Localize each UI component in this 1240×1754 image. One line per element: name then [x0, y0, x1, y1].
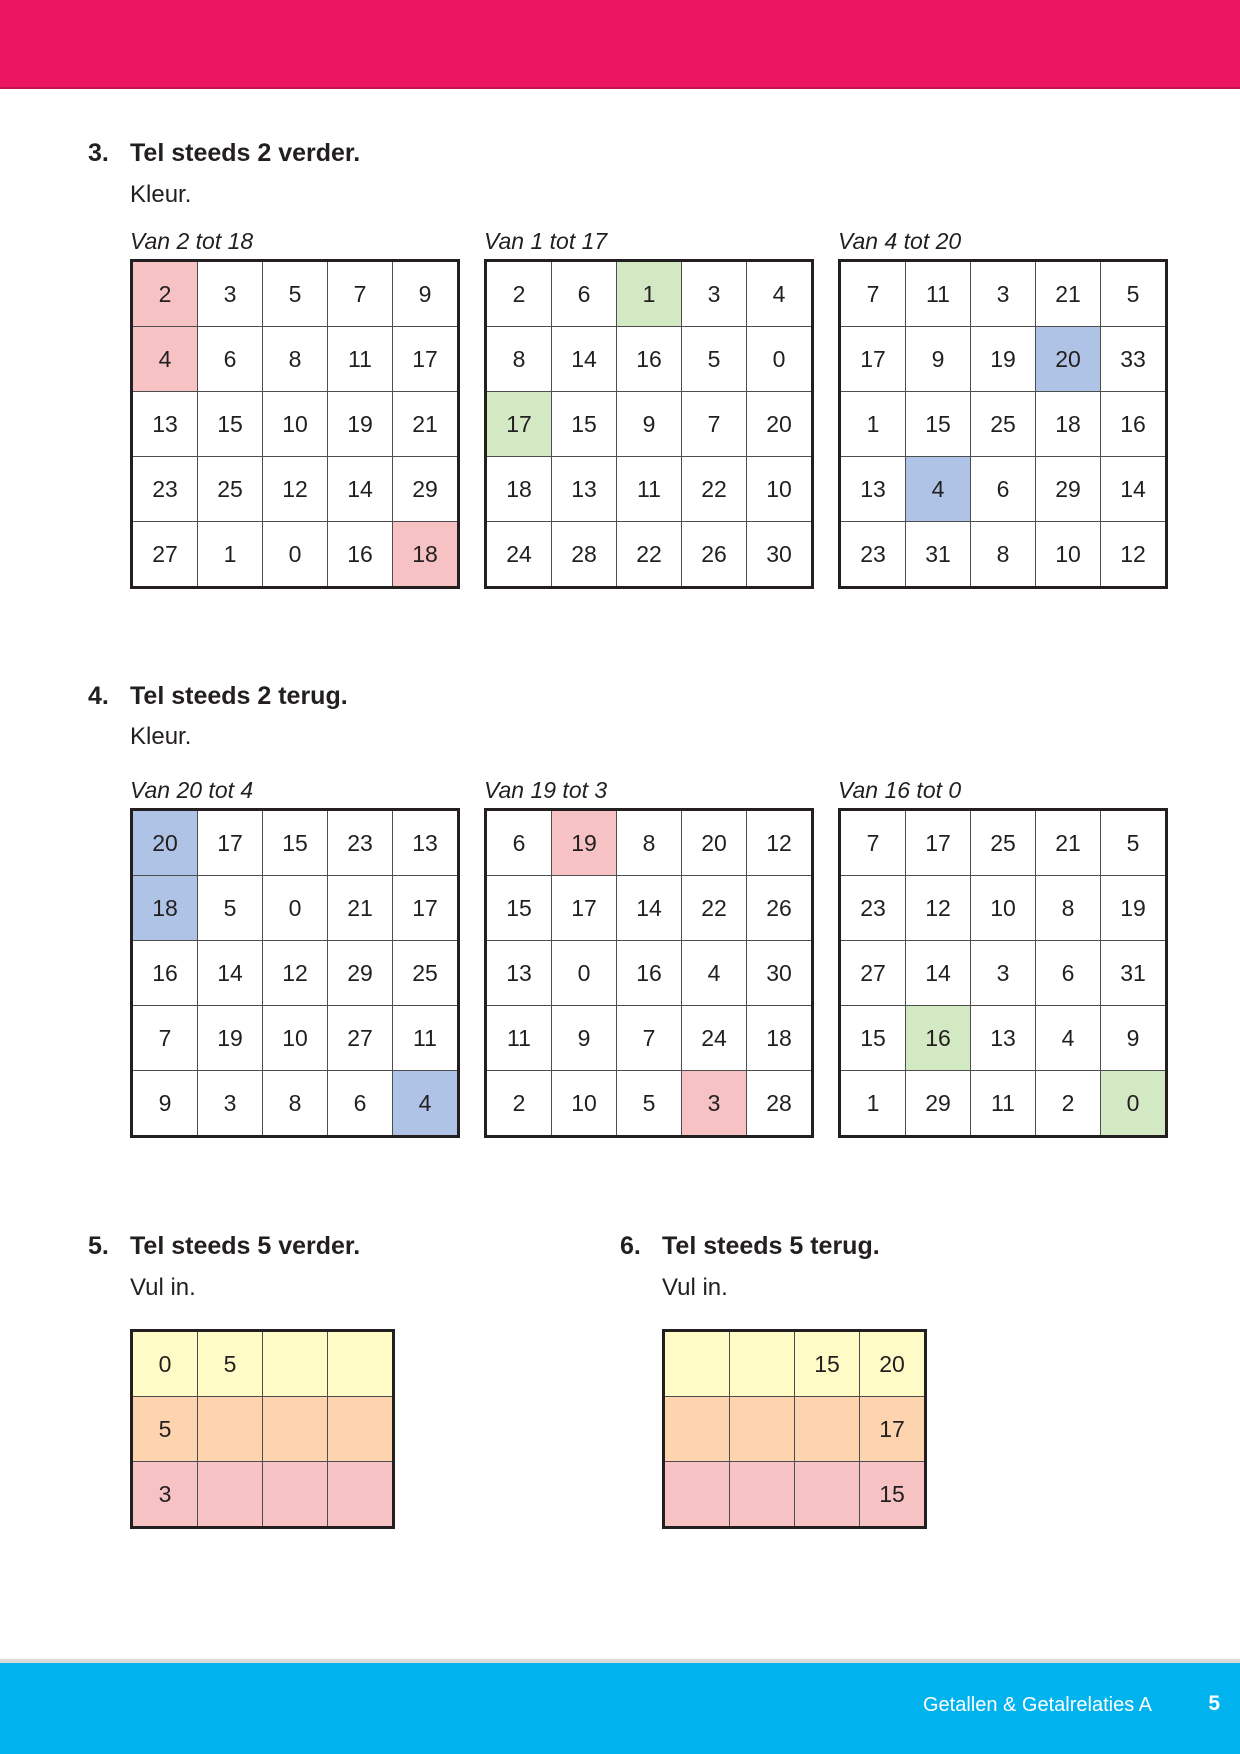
grid-cell[interactable]: 14: [1101, 457, 1167, 522]
grid-cell[interactable]: 33: [1101, 327, 1167, 392]
grid-cell[interactable]: 17: [393, 876, 459, 941]
grid-cell[interactable]: 17: [552, 876, 617, 941]
grid-4b-title: Van 19 tot 3: [484, 777, 608, 803]
grid-row: [840, 261, 1167, 327]
grid-cell[interactable]: 18: [132, 876, 198, 941]
grid-cell[interactable]: 9: [1101, 1006, 1167, 1071]
grid-cell[interactable]: 21: [1036, 810, 1101, 876]
grid-cell[interactable]: 7: [682, 392, 747, 457]
grid-cell[interactable]: 29: [906, 1071, 971, 1137]
grid-cell[interactable]: 26: [682, 522, 747, 588]
grid-cell[interactable]: 14: [617, 876, 682, 941]
grid-cell[interactable]: 0: [1101, 1071, 1167, 1137]
grid-row: [840, 941, 1167, 1006]
fill-in-grid-6: [662, 1329, 927, 1529]
grid-cell[interactable]: 23: [132, 457, 198, 522]
grid-cell[interactable]: 15: [486, 876, 552, 941]
grid-row: [486, 261, 813, 327]
grid-row: [486, 876, 813, 941]
grid-cell[interactable]: 0: [747, 327, 813, 392]
grid-cell[interactable]: 2: [486, 261, 552, 327]
grid-row: [486, 327, 813, 392]
grid-cell[interactable]: 20: [747, 392, 813, 457]
grid-cell[interactable]: 20: [682, 810, 747, 876]
grid-cell[interactable]: 10: [263, 1006, 328, 1071]
grid-cell[interactable]: 29: [393, 457, 459, 522]
grid-cell[interactable]: 31: [1101, 941, 1167, 1006]
grid-cell[interactable]: 14: [198, 941, 263, 1006]
given-cell: 15: [860, 1462, 926, 1528]
answer-cell[interactable]: [795, 1462, 860, 1528]
grid-cell[interactable]: 12: [1101, 522, 1167, 588]
fill-grid-row: [132, 1462, 394, 1528]
grid-cell[interactable]: 11: [906, 261, 971, 327]
exercise-3-title: Tel steeds 2 verder.: [130, 139, 361, 167]
grid-cell[interactable]: 9: [132, 1071, 198, 1137]
grid-cell[interactable]: 16: [328, 522, 393, 588]
grid-cell[interactable]: 1: [198, 522, 263, 588]
number-grid-3c: [838, 259, 1168, 589]
grid-cell[interactable]: 18: [393, 522, 459, 588]
answer-cell[interactable]: [664, 1397, 730, 1462]
grid-cell[interactable]: 6: [198, 327, 263, 392]
grid-cell[interactable]: 21: [1036, 261, 1101, 327]
grid-cell[interactable]: 6: [971, 457, 1036, 522]
answer-cell[interactable]: [664, 1462, 730, 1528]
grid-cell[interactable]: 6: [552, 261, 617, 327]
grid-row: [486, 1006, 813, 1071]
grid-cell[interactable]: 22: [617, 522, 682, 588]
grid-cell[interactable]: 19: [1101, 876, 1167, 941]
answer-cell[interactable]: [730, 1462, 795, 1528]
grid-cell[interactable]: 0: [263, 876, 328, 941]
answer-cell[interactable]: [795, 1397, 860, 1462]
grid-row: [840, 327, 1167, 392]
grid-cell[interactable]: 4: [1036, 1006, 1101, 1071]
grid-cell[interactable]: 16: [1101, 392, 1167, 457]
number-grid-4c: [838, 808, 1168, 1138]
answer-cell[interactable]: [263, 1462, 328, 1528]
grid-cell[interactable]: 1: [840, 392, 906, 457]
grid-cell[interactable]: 24: [682, 1006, 747, 1071]
grid-cell[interactable]: 25: [971, 810, 1036, 876]
grid-cell[interactable]: 11: [971, 1071, 1036, 1137]
grid-cell[interactable]: 9: [393, 261, 459, 327]
grid-row: [840, 522, 1167, 588]
grid-cell[interactable]: 9: [552, 1006, 617, 1071]
grid-cell[interactable]: 20: [1036, 327, 1101, 392]
answer-cell[interactable]: [198, 1397, 263, 1462]
grid-cell[interactable]: 17: [840, 327, 906, 392]
grid-cell[interactable]: 21: [328, 876, 393, 941]
grid-cell[interactable]: 30: [747, 941, 813, 1006]
grid-cell[interactable]: 3: [198, 261, 263, 327]
header-bar: [0, 0, 1240, 89]
given-cell: 5: [132, 1397, 198, 1462]
grid-cell[interactable]: 27: [840, 941, 906, 1006]
grid-cell[interactable]: 8: [1036, 876, 1101, 941]
answer-cell[interactable]: [730, 1397, 795, 1462]
grid-row: [486, 810, 813, 876]
grid-row: [840, 1071, 1167, 1137]
grid-cell[interactable]: 16: [906, 1006, 971, 1071]
grid-cell[interactable]: 27: [328, 1006, 393, 1071]
grid-cell[interactable]: 11: [393, 1006, 459, 1071]
grid-cell[interactable]: 27: [132, 522, 198, 588]
grid-cell[interactable]: 17: [906, 810, 971, 876]
grid-cell[interactable]: 13: [393, 810, 459, 876]
grid-cell[interactable]: 1: [840, 1071, 906, 1137]
given-cell: 0: [132, 1331, 198, 1397]
grid-row: [132, 522, 459, 588]
grid-cell[interactable]: 30: [747, 522, 813, 588]
given-cell: 5: [198, 1331, 263, 1397]
grid-row: [840, 392, 1167, 457]
grid-cell[interactable]: 9: [617, 392, 682, 457]
given-cell: 15: [795, 1331, 860, 1397]
answer-cell[interactable]: [664, 1331, 730, 1397]
grid-cell[interactable]: 4: [393, 1071, 459, 1137]
grid-cell[interactable]: 1: [617, 261, 682, 327]
fill-grid-row: [664, 1462, 926, 1528]
grid-row: [132, 392, 459, 457]
grid-cell[interactable]: 8: [263, 327, 328, 392]
grid-row: [132, 876, 459, 941]
grid-cell[interactable]: 16: [617, 327, 682, 392]
grid-cell[interactable]: 5: [263, 261, 328, 327]
answer-cell[interactable]: [328, 1331, 394, 1397]
exercise-4-number: 4.: [88, 682, 109, 710]
grid-row: [840, 457, 1167, 522]
given-cell: 20: [860, 1331, 926, 1397]
exercise-6-title: Tel steeds 5 terug.: [662, 1232, 880, 1260]
grid-cell[interactable]: 15: [263, 810, 328, 876]
number-grid-4b: [484, 808, 814, 1138]
grid-3c-title: Van 4 tot 20: [838, 228, 962, 254]
grid-cell[interactable]: 12: [263, 457, 328, 522]
fill-grid-row: [132, 1331, 394, 1397]
grid-cell[interactable]: 3: [971, 941, 1036, 1006]
grid-cell[interactable]: 13: [840, 457, 906, 522]
grid-cell[interactable]: 18: [747, 1006, 813, 1071]
number-grid-3b: [484, 259, 814, 589]
grid-cell[interactable]: 3: [682, 261, 747, 327]
grid-cell[interactable]: 4: [747, 261, 813, 327]
grid-cell[interactable]: 24: [486, 522, 552, 588]
grid-cell[interactable]: 13: [971, 1006, 1036, 1071]
exercise-4-title: Tel steeds 2 terug.: [130, 682, 348, 710]
grid-cell[interactable]: 3: [971, 261, 1036, 327]
grid-row: [486, 941, 813, 1006]
grid-cell[interactable]: 5: [198, 876, 263, 941]
grid-cell[interactable]: 15: [198, 392, 263, 457]
grid-row: [486, 457, 813, 522]
grid-row: [132, 1071, 459, 1137]
grid-cell[interactable]: 12: [747, 810, 813, 876]
grid-cell[interactable]: 29: [1036, 457, 1101, 522]
grid-cell[interactable]: 12: [263, 941, 328, 1006]
grid-cell[interactable]: 23: [328, 810, 393, 876]
grid-cell[interactable]: 6: [328, 1071, 393, 1137]
grid-cell[interactable]: 23: [840, 876, 906, 941]
grid-row: [132, 941, 459, 1006]
grid-cell[interactable]: 28: [747, 1071, 813, 1137]
grid-cell[interactable]: 0: [552, 941, 617, 1006]
fill-in-grid-5: [130, 1329, 395, 1529]
grid-4c-title: Van 16 tot 0: [838, 777, 962, 803]
grid-cell[interactable]: 2: [132, 261, 198, 327]
grid-cell[interactable]: 22: [682, 876, 747, 941]
exercise-5-number: 5.: [88, 1232, 109, 1260]
grid-cell[interactable]: 21: [393, 392, 459, 457]
grid-cell[interactable]: 25: [198, 457, 263, 522]
grid-cell[interactable]: 14: [552, 327, 617, 392]
grid-cell[interactable]: 7: [617, 1006, 682, 1071]
grid-cell[interactable]: 4: [132, 327, 198, 392]
grid-cell[interactable]: 7: [132, 1006, 198, 1071]
grid-cell[interactable]: 25: [393, 941, 459, 1006]
grid-cell[interactable]: 17: [198, 810, 263, 876]
grid-row: [840, 876, 1167, 941]
grid-cell[interactable]: 15: [840, 1006, 906, 1071]
grid-cell[interactable]: 11: [617, 457, 682, 522]
grid-cell[interactable]: 18: [1036, 392, 1101, 457]
grid-row: [132, 261, 459, 327]
grid-cell[interactable]: 0: [263, 522, 328, 588]
grid-cell[interactable]: 8: [486, 327, 552, 392]
grid-row: [486, 392, 813, 457]
grid-cell[interactable]: 7: [840, 810, 906, 876]
given-cell: 3: [132, 1462, 198, 1528]
grid-cell[interactable]: 25: [971, 392, 1036, 457]
number-grid-3a: [130, 259, 460, 589]
grid-cell[interactable]: 11: [328, 327, 393, 392]
answer-cell[interactable]: [730, 1331, 795, 1397]
grid-cell[interactable]: 15: [906, 392, 971, 457]
grid-cell[interactable]: 2: [486, 1071, 552, 1137]
grid-cell[interactable]: 8: [617, 810, 682, 876]
grid-cell[interactable]: 5: [682, 327, 747, 392]
grid-cell[interactable]: 22: [682, 457, 747, 522]
grid-cell[interactable]: 4: [682, 941, 747, 1006]
grid-cell[interactable]: 17: [486, 392, 552, 457]
grid-4a-title: Van 20 tot 4: [130, 777, 254, 803]
grid-cell[interactable]: 10: [971, 876, 1036, 941]
grid-cell[interactable]: 31: [906, 522, 971, 588]
grid-cell[interactable]: 16: [617, 941, 682, 1006]
grid-cell[interactable]: 5: [1101, 261, 1167, 327]
grid-cell[interactable]: 14: [906, 941, 971, 1006]
grid-cell[interactable]: 7: [328, 261, 393, 327]
fill-grid-row: [664, 1397, 926, 1462]
grid-cell[interactable]: 11: [486, 1006, 552, 1071]
grid-cell[interactable]: 14: [328, 457, 393, 522]
answer-cell[interactable]: [328, 1462, 394, 1528]
grid-cell[interactable]: 4: [906, 457, 971, 522]
grid-cell[interactable]: 5: [1101, 810, 1167, 876]
exercise-6-number: 6.: [620, 1232, 641, 1260]
grid-cell[interactable]: 28: [552, 522, 617, 588]
exercise-5-title: Tel steeds 5 verder.: [130, 1232, 361, 1260]
grid-cell[interactable]: 9: [906, 327, 971, 392]
grid-cell[interactable]: 6: [486, 810, 552, 876]
grid-cell[interactable]: 17: [393, 327, 459, 392]
grid-cell[interactable]: 3: [198, 1071, 263, 1137]
grid-3a-title: Van 2 tot 18: [130, 228, 254, 254]
grid-cell[interactable]: 18: [486, 457, 552, 522]
grid-row: [840, 1006, 1167, 1071]
grid-cell[interactable]: 23: [840, 522, 906, 588]
grid-cell[interactable]: 10: [747, 457, 813, 522]
grid-cell[interactable]: 13: [132, 392, 198, 457]
grid-row: [486, 1071, 813, 1137]
grid-cell[interactable]: 15: [552, 392, 617, 457]
exercise-4-instruction: Kleur.: [130, 723, 192, 750]
grid-3b-title: Van 1 tot 17: [484, 228, 608, 254]
page-number: 5: [1208, 1692, 1220, 1715]
exercise-3-number: 3.: [88, 139, 109, 167]
exercise-3-instruction: Kleur.: [130, 181, 192, 208]
exercise-5-instruction: Vul in.: [130, 1274, 196, 1301]
number-grid-4a: [130, 808, 460, 1138]
answer-cell[interactable]: [263, 1331, 328, 1397]
grid-cell[interactable]: 12: [906, 876, 971, 941]
grid-cell[interactable]: 10: [263, 392, 328, 457]
grid-cell[interactable]: 13: [486, 941, 552, 1006]
exercise-6-instruction: Vul in.: [662, 1274, 728, 1301]
grid-row: [132, 1006, 459, 1071]
grid-row: [132, 327, 459, 392]
grid-row: [486, 522, 813, 588]
answer-cell[interactable]: [328, 1397, 394, 1462]
grid-row: [840, 810, 1167, 876]
grid-cell[interactable]: 19: [328, 392, 393, 457]
grid-cell[interactable]: 19: [198, 1006, 263, 1071]
grid-cell[interactable]: 20: [132, 810, 198, 876]
grid-cell[interactable]: 19: [971, 327, 1036, 392]
grid-cell[interactable]: 6: [1036, 941, 1101, 1006]
grid-cell[interactable]: 8: [971, 522, 1036, 588]
grid-cell[interactable]: 5: [617, 1071, 682, 1137]
grid-cell[interactable]: 19: [552, 810, 617, 876]
fill-grid-row: [664, 1331, 926, 1397]
grid-cell[interactable]: 8: [263, 1071, 328, 1137]
grid-cell[interactable]: 26: [747, 876, 813, 941]
grid-cell[interactable]: 10: [1036, 522, 1101, 588]
grid-cell[interactable]: 10: [552, 1071, 617, 1137]
grid-cell[interactable]: 13: [552, 457, 617, 522]
given-cell: 17: [860, 1397, 926, 1462]
grid-cell[interactable]: 29: [328, 941, 393, 1006]
fill-grid-row: [132, 1397, 394, 1462]
grid-cell[interactable]: 3: [682, 1071, 747, 1137]
footer-title: Getallen & Getalrelaties A: [922, 1694, 1152, 1716]
grid-row: [132, 810, 459, 876]
answer-cell[interactable]: [198, 1462, 263, 1528]
answer-cell[interactable]: [263, 1397, 328, 1462]
grid-row: [132, 457, 459, 522]
grid-cell[interactable]: 7: [840, 261, 906, 327]
grid-cell[interactable]: 16: [132, 941, 198, 1006]
grid-cell[interactable]: 2: [1036, 1071, 1101, 1137]
